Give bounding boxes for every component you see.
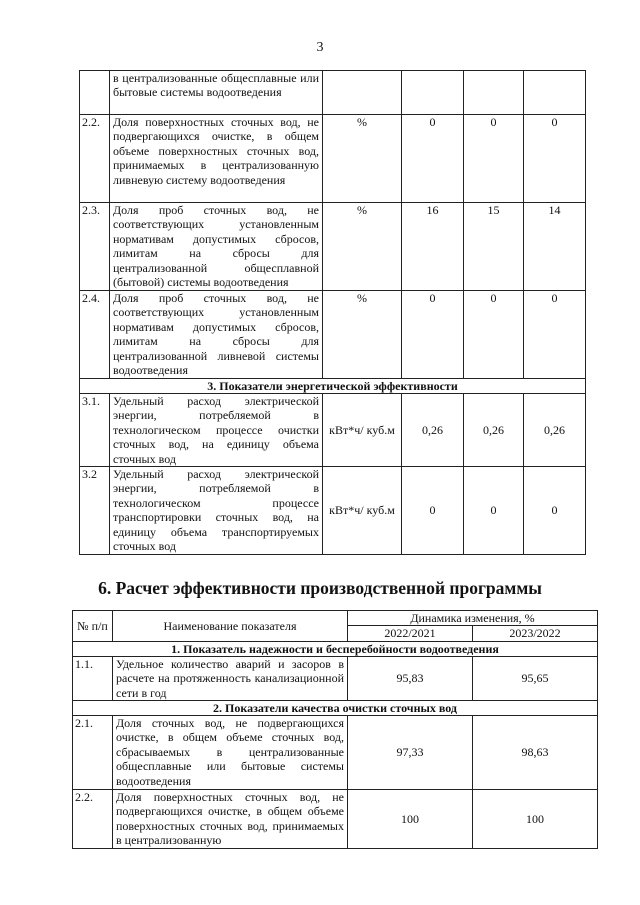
- header-num: № п/п: [73, 611, 113, 642]
- table-row: [80, 291, 586, 379]
- unit-cell: %: [323, 291, 402, 379]
- indicator-name: Удельный расход электрической энергии, потребляемой в технологическом процессе транспортировки сточных вод, на единицу объема транспортируемых сточных вод: [110, 467, 323, 555]
- value-cell: 0,26: [464, 394, 524, 467]
- indicator-name: Удельное количество аварий и засоров в расчете на протяженность канализационной сети в год: [113, 656, 348, 700]
- value-cell: 0: [464, 291, 524, 379]
- value-cell: 100: [473, 790, 598, 849]
- table-row: [80, 71, 586, 115]
- unit-cell: кВт*ч/ куб.м: [323, 467, 402, 555]
- row-number: 2.2.: [73, 790, 113, 849]
- section-title: 3. Показатели энергетической эффективности: [80, 379, 586, 394]
- value-cell: 0: [524, 115, 586, 203]
- value-cell: 95,65: [473, 656, 598, 700]
- indicator-name: Доля поверхностных сточных вод, не подвергающихся очистке, в общем объеме поверхностных сточных вод, принимаемых в централизованную ливневую систему водоотведения: [110, 115, 323, 203]
- section-heading: 6. Расчет эффективности производственной программы: [98, 578, 542, 598]
- header-year: 2023/2022: [473, 626, 598, 641]
- section-header-row: [80, 379, 586, 394]
- value-cell: 98,63: [473, 716, 598, 790]
- value-cell: 0: [402, 291, 464, 379]
- table-row: [80, 203, 586, 291]
- value-cell: 0,26: [524, 394, 586, 467]
- row-number: 2.2.: [80, 115, 110, 203]
- section-header-row: [73, 701, 598, 716]
- value-cell: 95,83: [348, 656, 473, 700]
- section-title: 1. Показатель надежности и бесперебойности водоотведения: [73, 641, 598, 656]
- value-cell: 0: [402, 115, 464, 203]
- value-cell: 16: [402, 203, 464, 291]
- page-number: 3: [316, 40, 324, 55]
- table-row: [73, 790, 598, 849]
- table-row: [73, 716, 598, 790]
- value-cell: 0: [402, 467, 464, 555]
- row-number: 1.1.: [73, 656, 113, 700]
- section-title: 2. Показатели качества очистки сточных вод: [73, 701, 598, 716]
- row-number: 2.3.: [80, 203, 110, 291]
- indicator-name: Доля сточных вод, не подвергающихся очистке, в общем объеме сточных вод, сбрасываемых в централизованные общесплавные или бытовые системы водоотведения: [113, 716, 348, 790]
- unit-cell: кВт*ч/ куб.м: [323, 394, 402, 467]
- table-row: [73, 656, 598, 700]
- efficiency-table: [72, 610, 598, 849]
- value-cell: 14: [524, 203, 586, 291]
- unit-cell: %: [323, 115, 402, 203]
- row-number: 3.1.: [80, 394, 110, 467]
- header-year: 2022/2021: [348, 626, 473, 641]
- value-cell: 0,26: [402, 394, 464, 467]
- value-cell: 0: [524, 467, 586, 555]
- indicator-name: Доля поверхностных сточных вод, не подвергающихся очистке, в общем объеме поверхностных сточных вод, принимаемых в централизованную: [113, 790, 348, 849]
- header-dynamics: Динамика изменения, %: [348, 611, 598, 626]
- value-cell: 0: [524, 291, 586, 379]
- value-cell: 100: [348, 790, 473, 849]
- indicator-name: Удельный расход электрической энергии, потребляемой в технологическом процессе очистки сточных вод, на единицу объема сточных вод: [110, 394, 323, 467]
- row-number: 3.2: [80, 467, 110, 555]
- value-cell: [524, 71, 586, 115]
- row-number: 2.1.: [73, 716, 113, 790]
- header-row: [73, 611, 598, 626]
- indicator-name: Доля проб сточных вод, не соответствующих установленным нормативам допустимых сбросов, лимитам на сбросы для централизованной общесплавной (бытовой) системы водоотведения: [110, 203, 323, 291]
- value-cell: 0: [464, 467, 524, 555]
- table-row: [80, 115, 586, 203]
- unit-cell: %: [323, 203, 402, 291]
- value-cell: [464, 71, 524, 115]
- value-cell: [402, 71, 464, 115]
- table-row: [80, 467, 586, 555]
- row-number: 2.4.: [80, 291, 110, 379]
- section-header-row: [73, 641, 598, 656]
- unit-cell: [323, 71, 402, 115]
- header-name: Наименование показателя: [113, 611, 348, 642]
- indicator-name: в централизованные общесплавные или бытовые системы водоотведения: [110, 71, 323, 115]
- table-row: [80, 394, 586, 467]
- indicators-table: [79, 70, 586, 555]
- indicator-name: Доля проб сточных вод, не соответствующих установленным нормативам допустимых сбросов, лимитам на сбросы для централизованной ливневой системы водоотведения: [110, 291, 323, 379]
- row-number: [80, 71, 110, 115]
- value-cell: 97,33: [348, 716, 473, 790]
- value-cell: 0: [464, 115, 524, 203]
- value-cell: 15: [464, 203, 524, 291]
